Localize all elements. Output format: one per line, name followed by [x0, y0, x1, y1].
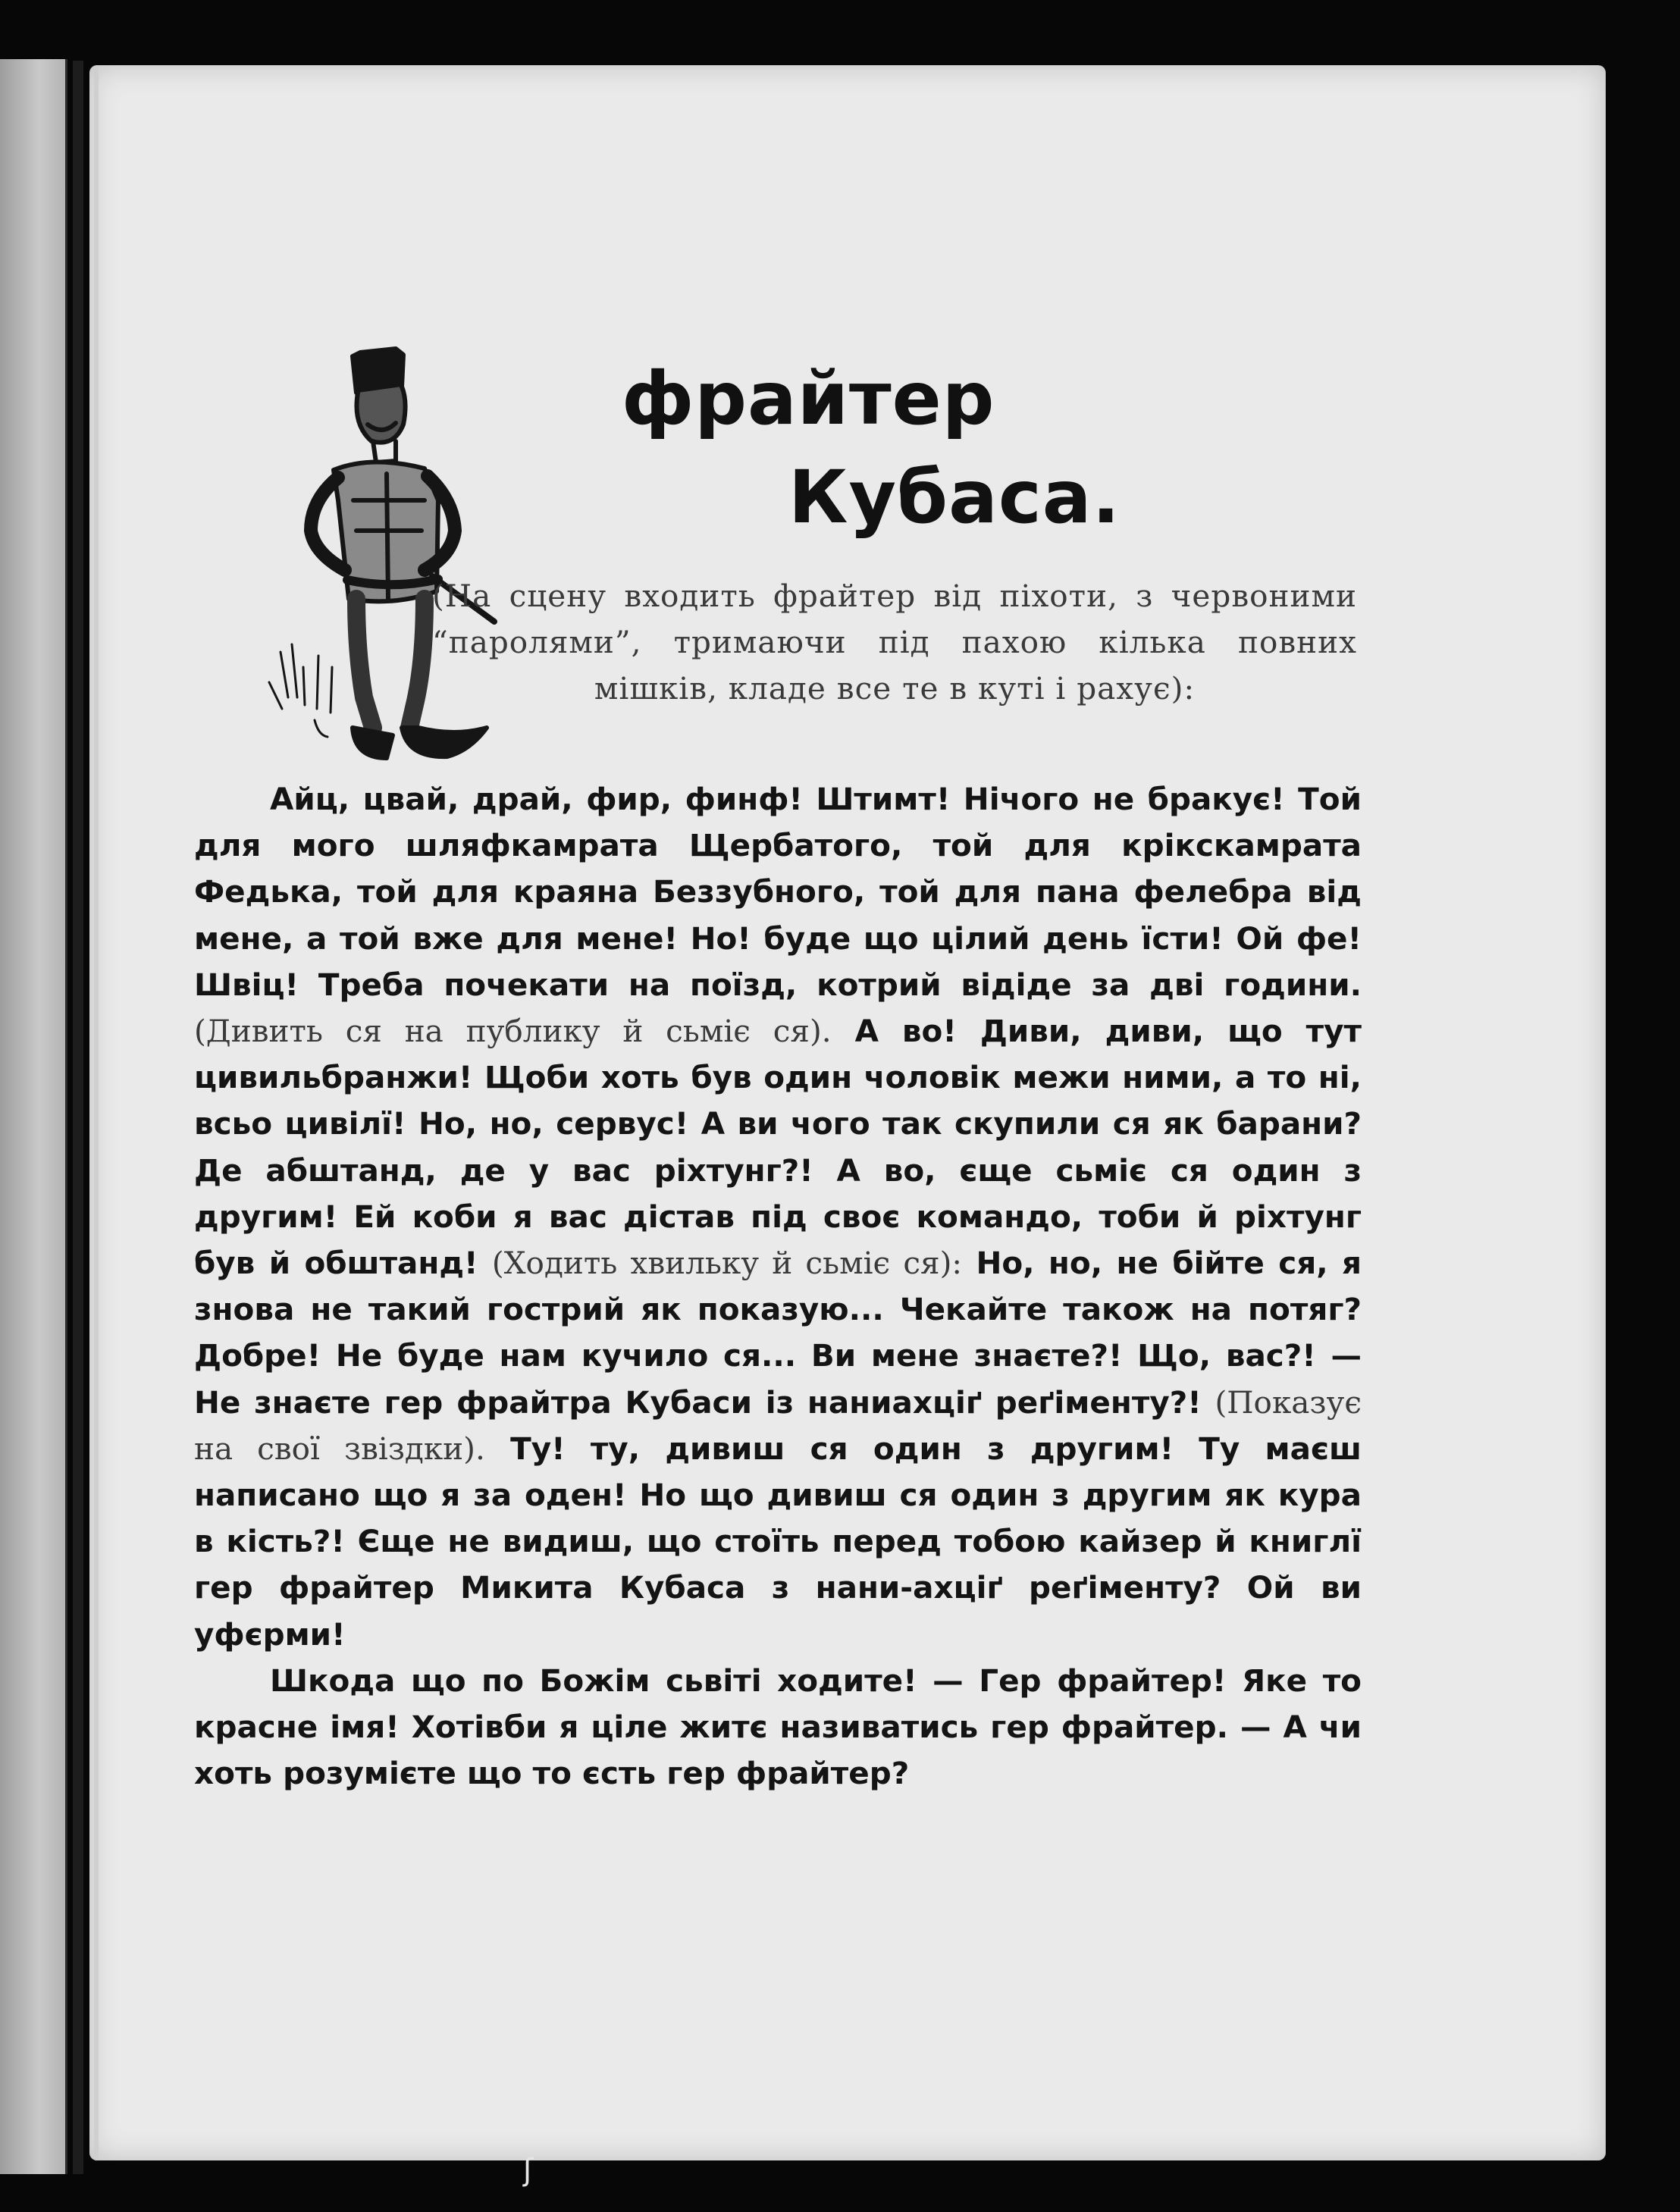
- film-scratch-mark: ʃ: [523, 2153, 534, 2188]
- film-frame-divider: [73, 61, 83, 2174]
- stage-direction: (На сцену входить фрайтер від піхоти, з червоними “паролями”, тримаючи під пахою кілька повних мішків, кладе все те в куті і рахує):: [432, 578, 1357, 707]
- speech-text: Айц, цвай, драй, фир, финф! Штимт! Нічого не бракує! Той для мого шляфкамрата Щербатого, той для крікскамрата Федька, той для краяна Беззубного, той для пана фелебра від мене, а той вже для мене! Но! буде що цілий день їсти! Ой фе! Швіц! Треба почекати на поїзд, котрий відіде за дві години.: [194, 781, 1362, 1003]
- adjacent-page-edge: [0, 59, 67, 2174]
- speech-text: Но, но, не бійте ся, я знова не такий гострий як показую... Чекайте також на потяг? Добре! Не буде нам кучило ся... Ви мене знаєте?! Що, вас?! — Не знаєте гер фрайтра Кубаси із наниахціґ реґіменту?!: [194, 1245, 1362, 1421]
- title-line-1: фрайтер: [622, 356, 995, 441]
- stage-direction-inline: (Ходить хвильку й сьміє ся):: [491, 1245, 963, 1282]
- speech-text: Шкода що по Божім сьвіті ходите! — Гер фрайтер! Яке то красне імя! Хотівби я ціле житє називатись гер фрайтер. — А чи хоть розумієте що то єсть гер фрайтер?: [194, 1662, 1362, 1792]
- stage-direction-inline: (Показує на свої звіздки).: [194, 1383, 1362, 1467]
- stage-direction-inline: (Дивить ся на публику й сьміє ся).: [194, 1013, 832, 1050]
- speech-text: А во! Диви, диви, що тут цивильбранжи! Щоби хоть був один чоловік межи ними, а то ні, всьо цивілї! Но, но, сервус! А ви чого так скупили ся як барани? Де абштанд, де у вас ріхтунг?! А во, єще сьміє ся один з другим! Ей коби я вас дістав під своє командо, тоби й ріхтунг був й обштанд!: [194, 1013, 1362, 1282]
- dialogue-paragraph: [194, 1658, 1362, 1797]
- title-line-2: Кубаса.: [788, 455, 1121, 540]
- page-gutter-shadow: [94, 65, 99, 2160]
- speech-text: Ту! ту, дивиш ся один з другим! Ту маєш написано що я за оден! Но що дивиш ся один з другим як кура в кість?! Єще не видиш, що стоїть перед тобою кайзер й книглї гер фрайтер Микита Кубаса з нани-ахціґ реґіменту? Ой ви уфєрми!: [194, 1430, 1362, 1653]
- dialogue-paragraph: [194, 776, 1362, 1658]
- dialogue-body: [194, 776, 1362, 1797]
